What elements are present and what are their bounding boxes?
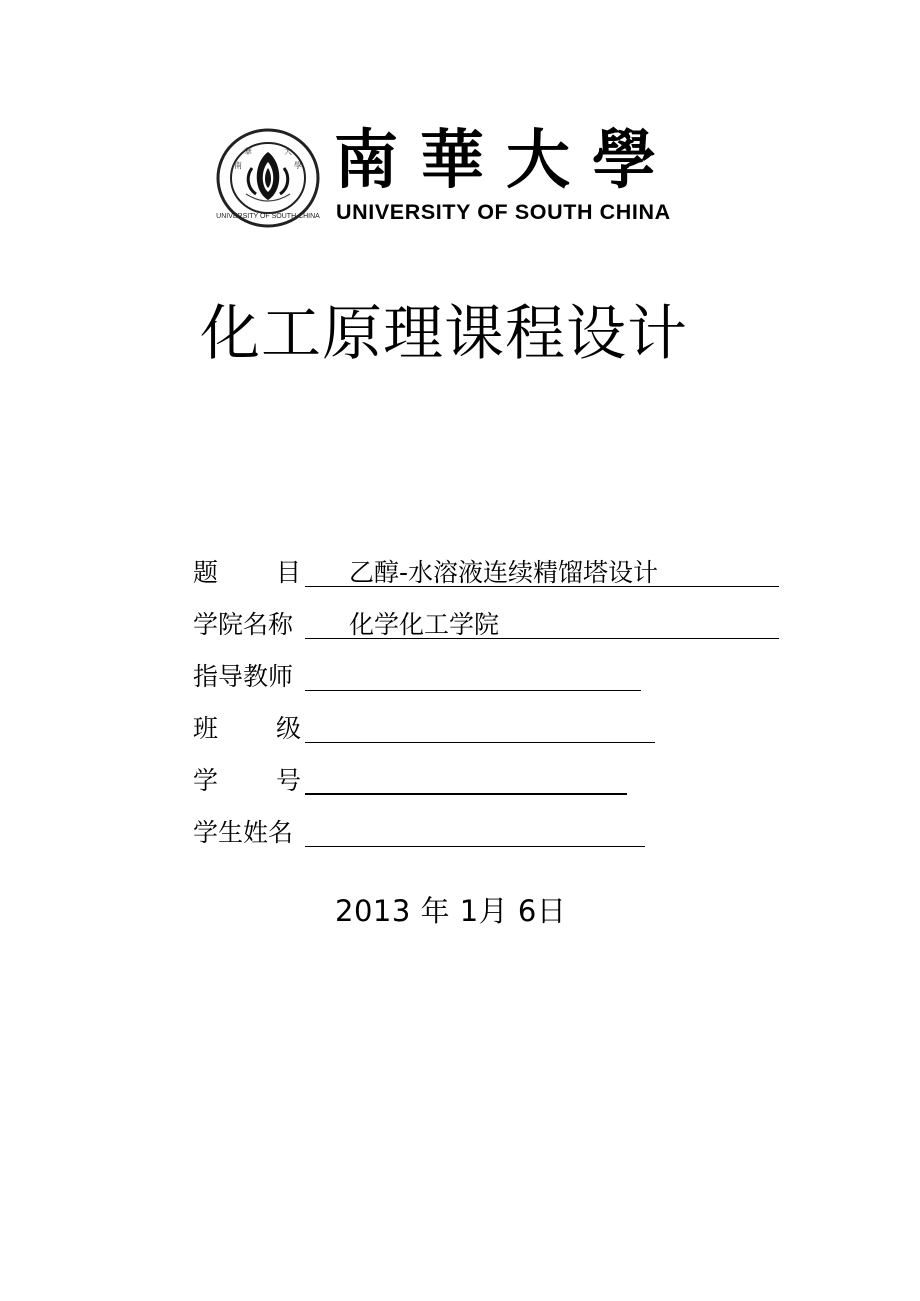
svg-text:UNIVERSITY OF SOUTH CHINA: UNIVERSITY OF SOUTH CHINA — [216, 213, 320, 220]
field-topic-label: 题 目 — [193, 558, 301, 587]
svg-text:南華大學: 南華大學 — [334, 123, 678, 194]
university-name-cn — [334, 122, 694, 194]
field-college-label: 学院名称 — [193, 610, 294, 639]
field-class-label: 班 级 — [193, 714, 301, 743]
field-student-name — [193, 813, 793, 865]
university-seal-icon — [216, 128, 320, 228]
svg-text:南: 南 — [234, 161, 242, 170]
page-title: 化工原理课程设计 — [200, 299, 688, 369]
field-class-line — [305, 709, 655, 743]
field-college — [193, 605, 793, 657]
field-topic-line — [305, 553, 779, 587]
field-student-name-label: 学生姓名 — [193, 818, 294, 847]
field-advisor-label: 指导教师 — [193, 662, 294, 691]
field-topic-value: 乙醇-水溶液连续精馏塔设计 — [349, 558, 659, 587]
field-advisor — [193, 657, 793, 709]
field-student-id — [193, 761, 793, 813]
svg-text:大: 大 — [284, 147, 292, 156]
field-advisor-line — [305, 657, 641, 691]
field-college-value: 化学化工学院 — [349, 610, 500, 639]
cover-fields — [193, 553, 793, 865]
university-name-en: UNIVERSITY OF SOUTH CHINA — [336, 200, 671, 224]
field-student-id-label: 学 号 — [193, 766, 301, 795]
field-class — [193, 709, 793, 761]
svg-text:學: 學 — [294, 161, 302, 170]
field-student-id-line — [305, 761, 627, 795]
university-logo — [216, 123, 686, 231]
field-college-line — [305, 605, 779, 639]
field-student-name-line — [305, 813, 645, 847]
field-topic — [193, 553, 793, 605]
document-date: 2013 年 1月 6日 — [335, 894, 567, 928]
svg-text:華: 華 — [244, 147, 252, 156]
